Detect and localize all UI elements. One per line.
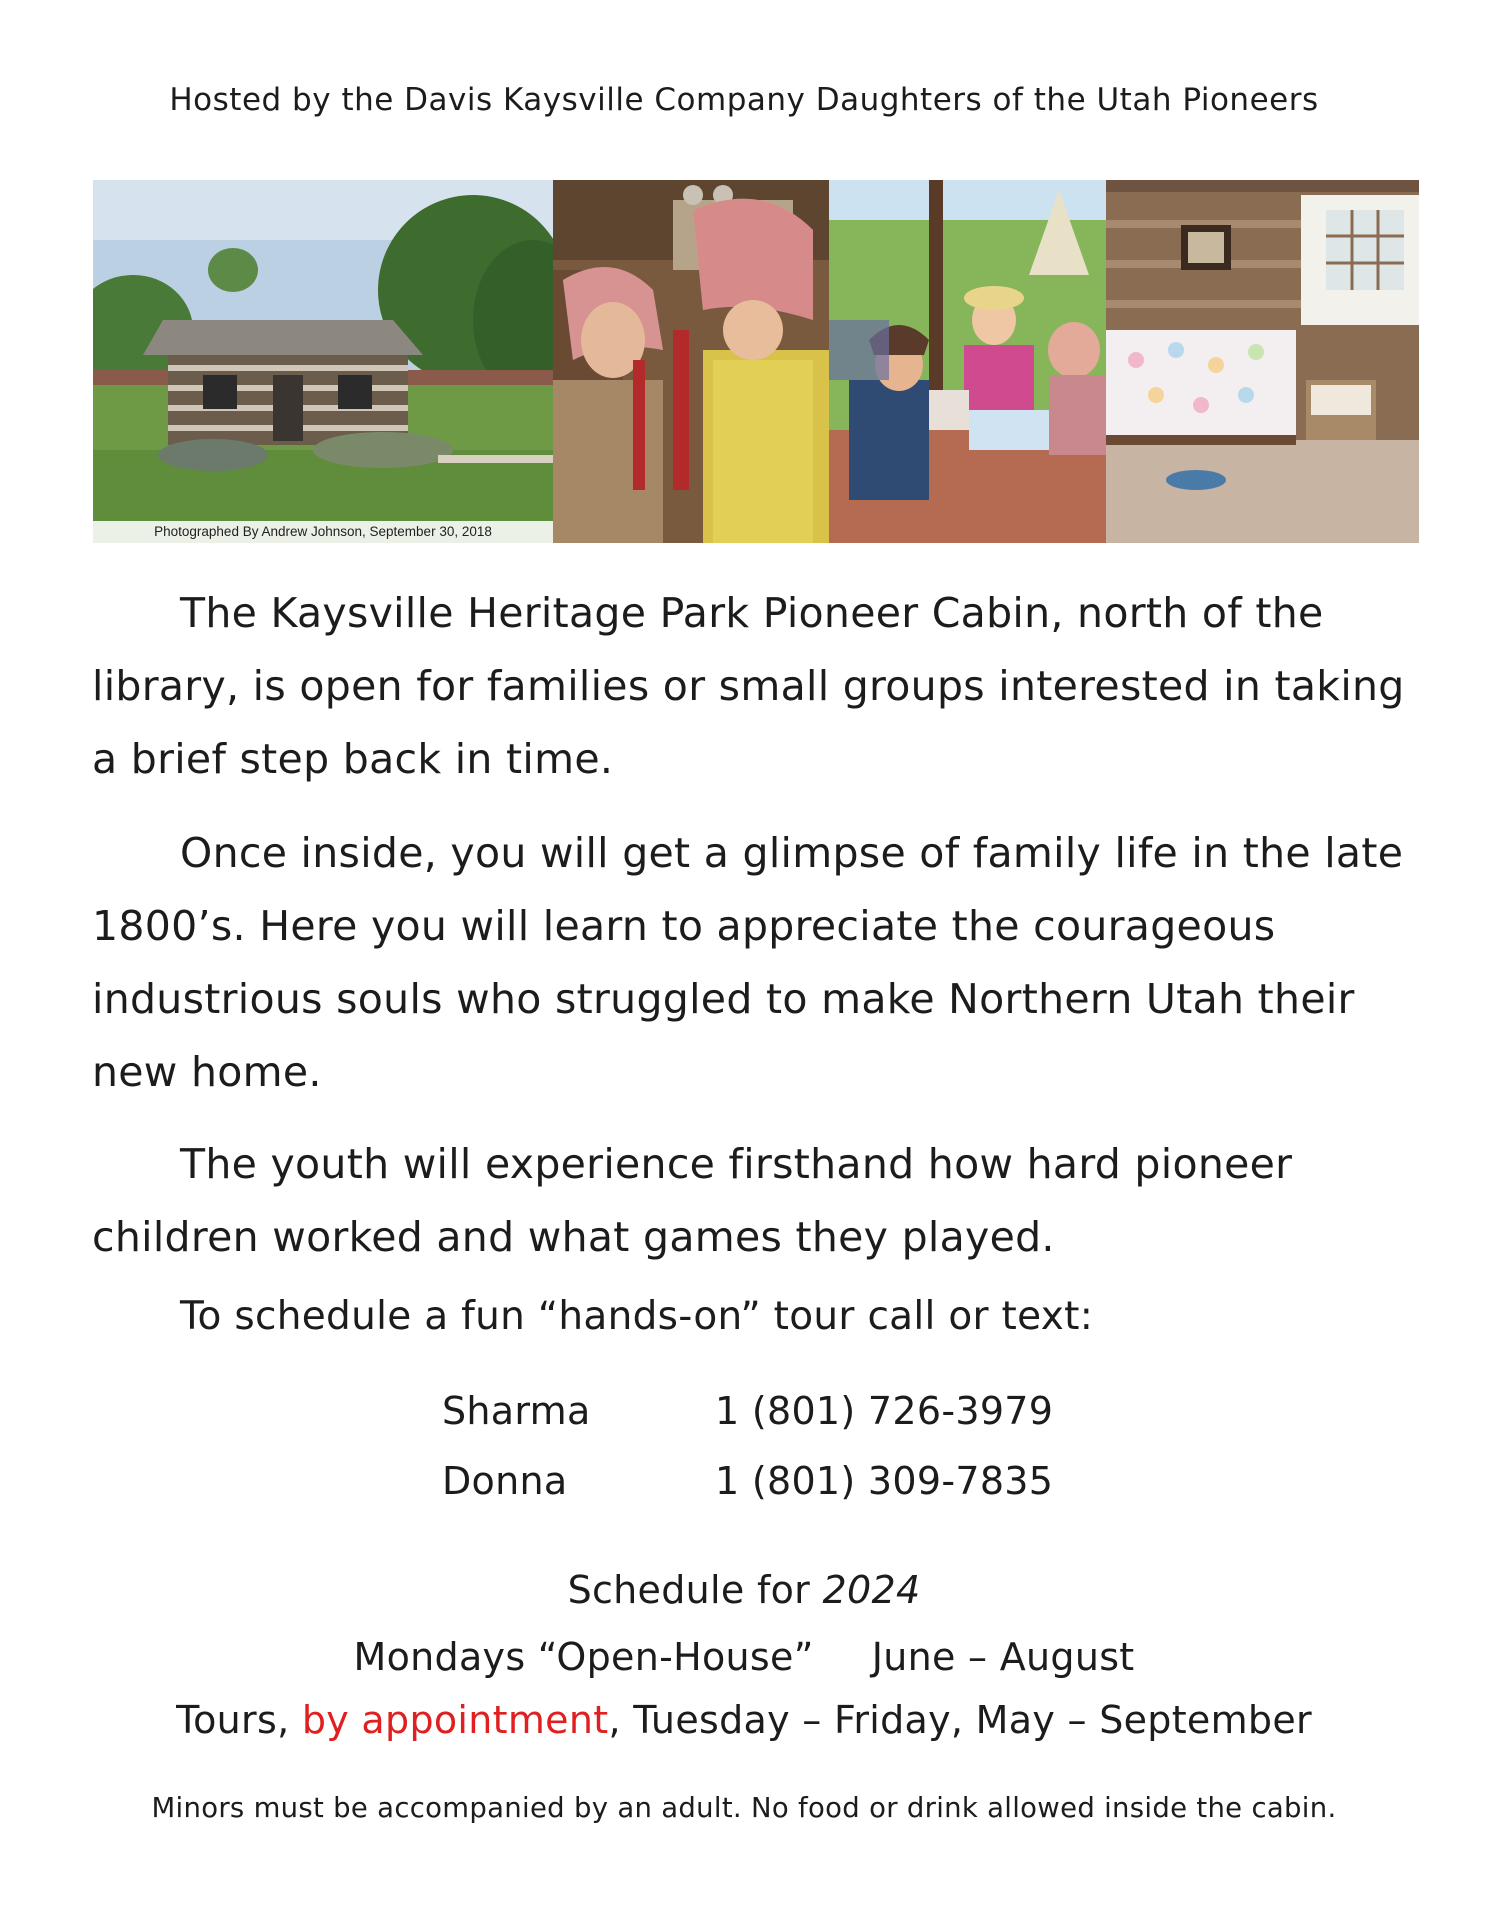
girls-in-bonnets-photo bbox=[553, 180, 829, 543]
flyer-host-line: Hosted by the Davis Kaysville Company Daughters of the Utah Pioneers bbox=[169, 82, 1319, 118]
schedule-title bbox=[0, 1568, 1488, 1612]
tours-suffix: , Tuesday – Friday, May – September bbox=[608, 1698, 1312, 1742]
log-cabin-photo bbox=[93, 180, 553, 543]
mondays-label: Mondays “Open-House” bbox=[353, 1635, 814, 1679]
history-paragraph bbox=[92, 817, 1422, 1109]
footer-notice: Minors must be accompanied by an adult. No food or drink allowed inside the cabin. bbox=[151, 1792, 1337, 1824]
cabin-bedroom-photo bbox=[1106, 180, 1419, 543]
schedule-prompt: To schedule a fun “hands-on” tour call or text: bbox=[180, 1294, 1094, 1339]
mondays-dates: June – August bbox=[871, 1635, 1135, 1679]
youth-paragraph-text: The youth will experience firsthand how hard pioneer children worked and what games they played. bbox=[92, 1140, 1293, 1261]
youth-paragraph bbox=[92, 1128, 1422, 1274]
contact-name: Donna bbox=[442, 1459, 568, 1503]
contact-name: Sharma bbox=[442, 1389, 591, 1433]
schedule-year: 2024 bbox=[822, 1568, 921, 1612]
intro-paragraph bbox=[92, 577, 1422, 796]
contact-phone[interactable]: 1 (801) 726-3979 bbox=[715, 1389, 1054, 1433]
intro-paragraph-text: The Kaysville Heritage Park Pioneer Cabin, north of the library, is open for families or small groups interested in taking a brief step back in time. bbox=[92, 589, 1405, 783]
mondays-schedule bbox=[0, 1635, 1488, 1679]
contact-phone[interactable]: 1 (801) 309-7835 bbox=[715, 1459, 1054, 1503]
tours-schedule bbox=[0, 1698, 1488, 1742]
schedule-title-prefix: Schedule for bbox=[567, 1568, 811, 1612]
tours-prefix: Tours, bbox=[176, 1698, 290, 1742]
by-appointment-highlight: by appointment bbox=[301, 1698, 609, 1742]
children-activity-photo bbox=[829, 180, 1106, 543]
history-paragraph-text: Once inside, you will get a glimpse of family life in the late 1800’s. Here you will learn to appreciate the courageous industrious souls who struggled to make Northern Utah their new home. bbox=[92, 829, 1404, 1096]
photo-credit: Photographed By Andrew Johnson, September 30, 2018 bbox=[93, 521, 553, 543]
photo-strip bbox=[93, 180, 1419, 543]
